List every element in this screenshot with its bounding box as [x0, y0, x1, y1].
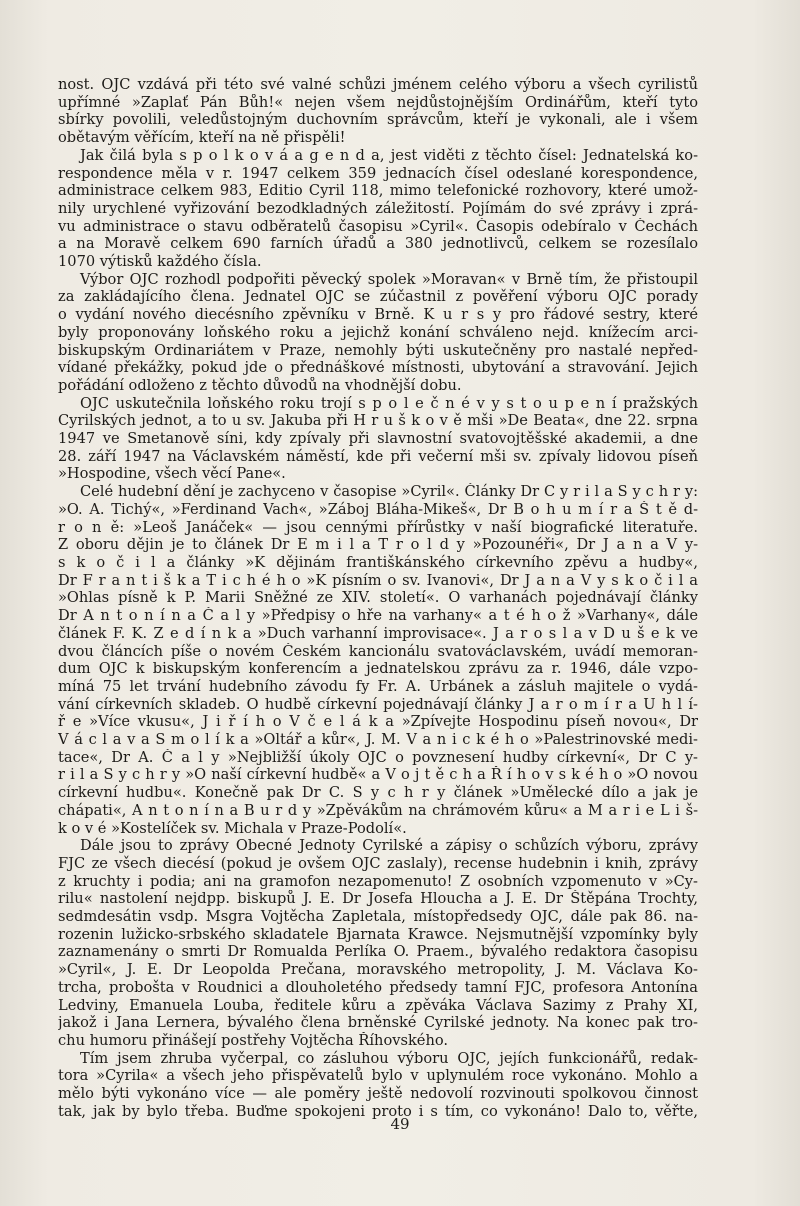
- text-line: tak, jak by bylo třeba. Buďme spokojeni proto i s tím, co vykonáno! Dalo to, věřte,: [58, 1102, 698, 1120]
- text-line: z kruchty i podia; ani na gramofon nezapomenuto! Z osobních vzpomenuto v »Cy-: [58, 872, 698, 890]
- text-line: vídané překážky, pokud jde o přednáškové místnosti, ubytování a stravování. Jejich: [58, 359, 698, 377]
- body-text: [58, 76, 698, 1120]
- text-line: zaznamenány o smrti Dr Romualda Perlíka O. Praem., bývalého redaktora časopisu: [58, 943, 698, 961]
- text-line: FJC ze všech diecésí (pokud je ovšem OJC zaslaly), recense hudebnin i knih, zprávy: [58, 854, 698, 872]
- text-line: r i l a S y c h r y »O naší církevní hudbě« a V o j t ě c h a Ř í h o v s k é h o »O novou: [58, 766, 698, 784]
- text-line: trcha, probošta v Roudnici a dlouholetého předsedy tamní FJC, profesora Antonína: [58, 978, 698, 996]
- text-line: sedmdesátin vsdp. Msgra Vojtěcha Zapletala, místopředsedy OJC, dále pak 86. na-: [58, 908, 698, 926]
- text-line: dum OJC k biskupským konferencím a jednatelskou zprávu za r. 1946, dále vzpo-: [58, 660, 698, 678]
- text-line: Dr F r a n t i š k a T i c h é h o »K písním o sv. Ivanovi«, Dr J a n a V y s k o č i l a: [58, 571, 698, 589]
- text-line: nily urychlené vyřizování bezodkladných záležitostí. Pojímám do své zprávy i zprá-: [58, 199, 698, 217]
- text-line: Z oboru dějin je to článek Dr E m i l a T r o l d y »Pozounéři«, Dr J a n a V y-: [58, 536, 698, 554]
- text-line: tace«, Dr A. Č a l y »Nejbližší úkoly OJC o povznesení hudby církevní«, Dr C y-: [58, 748, 698, 766]
- text-line: a na Moravě celkem 690 farních úřadů a 380 jednotlivců, celkem se rozesílalo: [58, 235, 698, 253]
- text-line: Dále jsou to zprávy Obecné Jednoty Cyrilské a zápisy o schůzích výboru, zprávy: [80, 837, 698, 855]
- text-line: rozenin lužicko-srbského skladatele Bjarnata Krawce. Nejsmutnější vzpomínky byly: [58, 925, 698, 943]
- text-line: chu humoru přinášejí postřehy Vojtěcha Říhovského.: [58, 1031, 449, 1049]
- text-line: církevní hudbu«. Konečně pak Dr C. S y c h r y článek »Umělecké dílo a jak je: [58, 784, 698, 802]
- text-line: tora »Cyrila« a všech jeho přispěvatelů bylo v uplynulém roce vykonáno. Mohlo a: [58, 1067, 698, 1085]
- text-line: článek F. K. Z e d í n k a »Duch varhanní improvisace«. J a r o s l a v D u š e k ve: [58, 624, 698, 642]
- text-line: k o v é »Kostelíček sv. Michala v Praze-Podolí«.: [58, 819, 407, 837]
- text-line: OJC uskutečnila loňského roku trojí s p o l e č n é v y s t o u p e n í pražských: [80, 394, 698, 412]
- text-line: za zakládajícího člena. Jednatel OJC se zúčastnil z pověření výboru OJC porady: [58, 288, 698, 306]
- text-line: administrace celkem 983, Editio Cyril 118, mimo telefonické rozhovory, které umož-: [58, 182, 698, 200]
- text-line: »Ohlas písně k P. Marii Sněžné ze XIV. století«. O varhanách pojednávají články: [58, 589, 698, 607]
- text-line: pořádání odloženo z těchto důvodů na vhodnější dobu.: [58, 376, 462, 394]
- text-line: »Cyril«, J. E. Dr Leopolda Prečana, moravského metropolity, J. M. Václava Ko-: [58, 961, 698, 979]
- text-line: r o n ě: »Leoš Janáček« — jsou cennými přírůstky v naší biografické literatuře.: [58, 518, 698, 536]
- text-line: Jak čilá byla s p o l k o v á a g e n d a, jest viděti z těchto čísel: Jednatelská ko-: [80, 146, 698, 164]
- text-line: respondence měla v r. 1947 celkem 359 jednacích čísel odeslané korespondence,: [58, 164, 698, 182]
- text-line: byly proponovány loňského roku a jejichž konání schváleno nejd. knížecím arci-: [58, 323, 698, 341]
- text-line: Celé hudební dění je zachyceno v časopise »Cyril«. Články Dr C y r i l a S y c h r y:: [80, 483, 698, 501]
- text-line: »O. A. Tichý«, »Ferdinand Vach«, »Záboj Bláha-Mikeš«, Dr B o h u m í r a Š t ě d-: [58, 500, 698, 518]
- text-line: Ledviny, Emanuela Louba, ředitele kůru a zpěváka Václava Sazimy z Prahy XI,: [58, 996, 698, 1014]
- text-line: vání církevních skladeb. O hudbě církevní pojednávají články J a r o m í r a U h l í-: [58, 695, 698, 713]
- text-line: nost. OJC vzdává při této své valné schůzi jménem celého výboru a všech cyrilistů: [58, 76, 698, 93]
- text-line: upřímné »Zaplať Pán Bůh!« nejen všem nejdůstojnějším Ordinářům, kteří tyto: [58, 93, 698, 111]
- text-line: jakož i Jana Lernera, bývalého člena brněnské Cyrilské jednoty. Na konec pak tro-: [58, 1014, 698, 1032]
- text-line: chápati«, A n t o n í n a B u r d y »Zpěvákům na chrámovém kůru« a M a r i e L i š-: [58, 801, 698, 819]
- text-line: Dr A n t o n í n a Č a l y »Předpisy o hře na varhany« a t é h o ž »Varhany«, dále: [58, 607, 698, 625]
- text-line: mělo býti vykonáno více — ale poměry ještě nedovolí rozvinouti spolkovou činnost: [58, 1085, 698, 1103]
- text-line: 1070 výtisků každého čísla.: [58, 253, 262, 271]
- text-line: »Hospodine, všech věcí Pane«.: [58, 465, 286, 483]
- text-line: o vydání nového diecésního zpěvníku v Brně. K u r s y pro řádové sestry, které: [58, 306, 698, 324]
- text-line: V á c l a v a S m o l í k a »Oltář a kůr«, J. M. V a n i c k é h o »Palestrinovské medi-: [58, 731, 698, 749]
- text-line: ř e »Více vkusu«, J i ř í h o V č e l á k a »Zpívejte Hospodinu píseň novou«, Dr: [58, 713, 698, 731]
- text-line: Výbor OJC rozhodl podpořiti pěvecký spolek »Moravan« v Brně tím, že přistoupil: [80, 270, 698, 288]
- text-line: 28. září 1947 na Václavském náměstí, kde při večerní mši sv. zpívaly lidovou píseň: [58, 447, 698, 465]
- text-line: biskupským Ordinariátem v Praze, nemohly býti uskutečněny pro nastalé nepřed-: [58, 341, 698, 359]
- text-line: vu administrace o stavu odběratelů časopisu »Cyril«. Časopis odebíralo v Čechách: [58, 217, 698, 235]
- text-line: s k o č i l a články »K dějinám františkánského církevního zpěvu a hudby«,: [58, 553, 698, 571]
- text-line: 1947 ve Smetanově síni, kdy zpívaly při slavnostní svatovojtěšské akademii, a dne: [58, 430, 698, 448]
- text-line: rilu« nastolení nejdpp. biskupů J. E. Dr Josefa Hloucha a J. E. Dr Štěpána Trochty,: [58, 890, 698, 908]
- text-line: Tím jsem zhruba vyčerpal, co zásluhou výboru OJC, jejích funkcionářů, redak-: [80, 1049, 698, 1067]
- text-line: míná 75 let trvání hudebního závodu fy Fr. A. Urbánek a zásluh majitele o vydá-: [58, 677, 698, 695]
- text-line: sbírky povolili, veledůstojným duchovním správcům, kteří je vykonali, ale i všem: [58, 111, 698, 129]
- text-line: dvou článcích píše o novém Českém kancionálu svatováclavském, uvádí memoran-: [58, 642, 698, 660]
- page-number: 49: [390, 1115, 410, 1133]
- text-line: obětavým věřícím, kteří na ně přispěli!: [58, 129, 346, 147]
- text-line: Cyrilských jednot, a to u sv. Jakuba při H r u š k o v ě mši »De Beata«, dne 22. srpna: [58, 412, 698, 430]
